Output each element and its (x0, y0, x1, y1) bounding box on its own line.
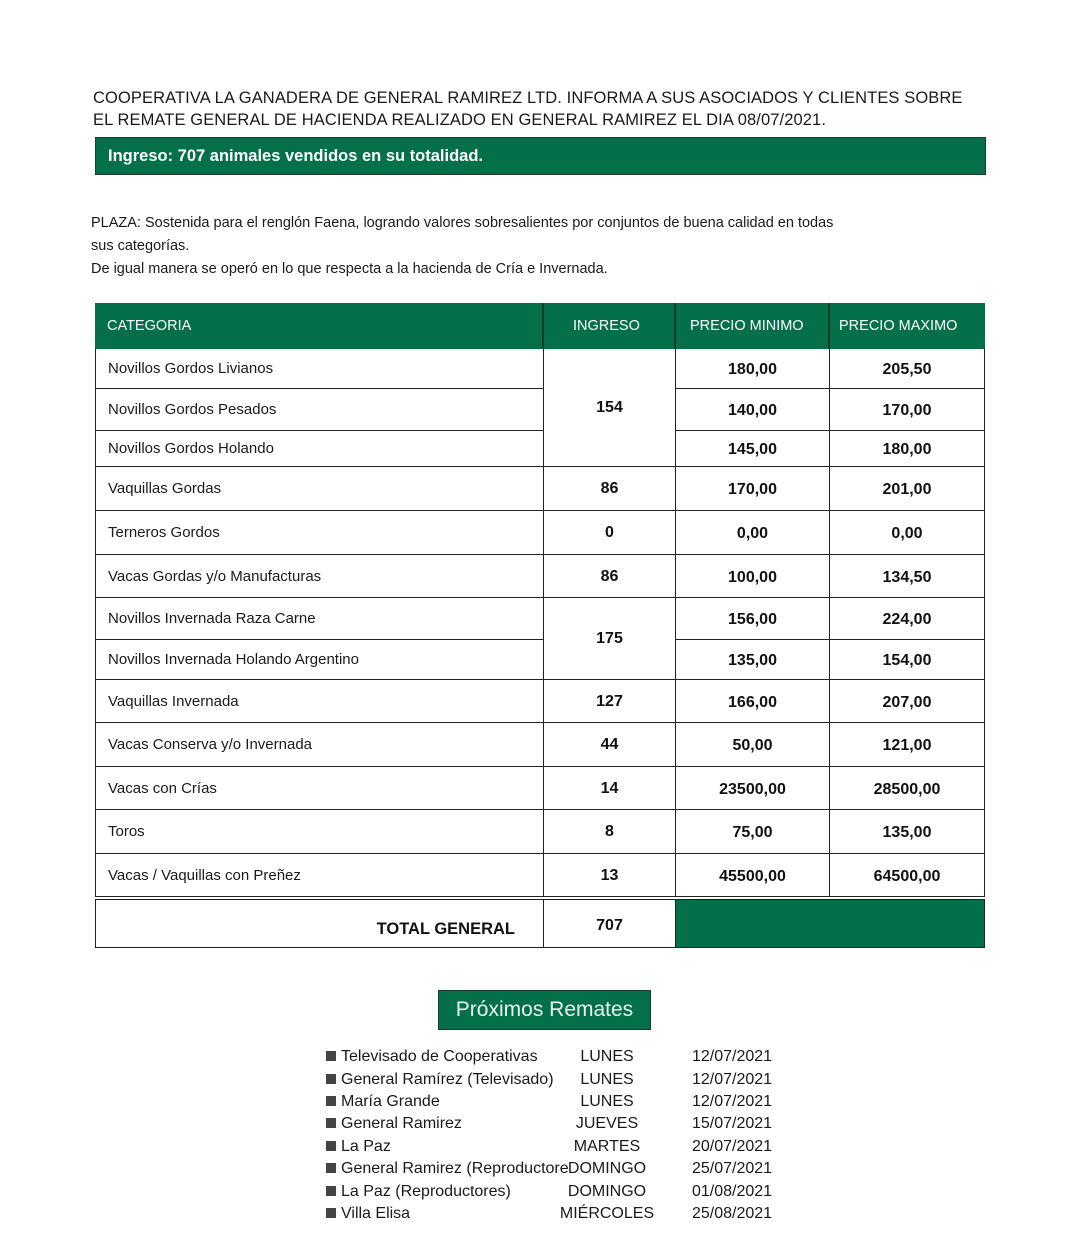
precio-maximo-value: 134,50 (882, 568, 932, 586)
precio-maximo-value: 224,00 (882, 611, 932, 628)
cell-precio-maximo (829, 431, 985, 467)
categoria-text: Novillos Gordos Pesados (108, 401, 277, 418)
table-header (95, 303, 985, 349)
cell-categoria (95, 389, 543, 431)
plaza-paragraph (91, 212, 833, 281)
intro-heading (93, 87, 962, 131)
categoria-text: Vaquillas Invernada (108, 692, 239, 710)
cell-ingreso (543, 680, 675, 723)
remate-lugar-text: General Ramírez (Televisado) (341, 1071, 554, 1088)
header-ingreso: INGRESO (573, 318, 640, 334)
categoria-text: Vacas Conserva y/o Invernada (108, 736, 313, 753)
remate-fecha: 15/07/2021 (692, 1115, 773, 1132)
plaza-line-1: PLAZA: Sostenida para el renglón Faena, logrando valores sobresalientes por conjuntos de buena calidad en todas (91, 215, 834, 231)
cell-categoria (95, 854, 543, 897)
ingreso-value: 44 (600, 736, 619, 753)
categoria-text: Novillos Invernada Raza Carne (108, 610, 316, 627)
cell-precio-maximo (829, 810, 985, 854)
cell-precio-maximo (829, 511, 985, 555)
categoria-text: Toros (108, 823, 145, 840)
remate-dia: MIÉRCOLES (559, 1205, 655, 1222)
remate-lugar-text: Televisado de Cooperativas (341, 1048, 538, 1065)
precio-minimo-value: 23500,00 (719, 780, 786, 798)
remate-lugar-text: La Paz (341, 1138, 391, 1155)
cell-categoria (95, 598, 543, 640)
precio-maximo-value: 64500,00 (873, 867, 941, 885)
categoria-text: Vacas Gordas y/o Manufacturas (108, 567, 322, 585)
remate-lugar (326, 1181, 511, 1203)
square-bullet-icon (326, 1163, 336, 1173)
remate-fecha: 01/08/2021 (692, 1183, 773, 1200)
square-bullet-icon (326, 1051, 336, 1061)
ingreso-value: 154 (596, 399, 623, 416)
square-bullet-icon (326, 1074, 336, 1084)
cell-ingreso (543, 467, 675, 511)
remate-dia: LUNES (580, 1048, 634, 1065)
categoria-text: Vacas con Crías (108, 779, 217, 797)
ingreso-value: 86 (600, 567, 619, 585)
precio-maximo-value: 135,00 (882, 824, 932, 841)
ingreso-value: 0 (605, 524, 614, 541)
remate-lugar (326, 1046, 538, 1068)
precio-maximo-value: 170,00 (882, 402, 932, 419)
header-categoria: CATEGORIA (107, 318, 192, 334)
cell-categoria (95, 723, 543, 767)
categoria-text: Vacas / Vaquillas con Preñez (108, 866, 301, 884)
precio-minimo-value: 100,00 (728, 568, 777, 586)
cell-precio-maximo (829, 767, 985, 810)
cell-precio-maximo (829, 640, 985, 680)
remate-dia: LUNES (580, 1093, 634, 1110)
cell-precio-minimo (675, 511, 829, 555)
prices-table (95, 303, 985, 949)
cell-categoria (95, 680, 543, 723)
precio-minimo-value: 156,00 (728, 611, 777, 628)
cell-ingreso (543, 810, 675, 854)
precio-maximo-value: 207,00 (882, 693, 932, 711)
cell-categoria (95, 767, 543, 810)
precio-maximo-value: 28500,00 (873, 780, 941, 798)
precio-maximo-value: 201,00 (882, 481, 932, 498)
cell-precio-maximo (829, 723, 985, 767)
cell-categoria (95, 640, 543, 680)
cell-precio-maximo (829, 680, 985, 723)
precio-minimo-value: 166,00 (728, 693, 777, 711)
cell-ingreso (543, 349, 675, 467)
remate-fecha: 12/07/2021 (692, 1093, 773, 1110)
precio-maximo-value: 180,00 (882, 441, 932, 458)
cell-precio-maximo (829, 555, 985, 598)
cell-precio-minimo (675, 349, 829, 389)
cell-categoria (95, 431, 543, 467)
remate-lugar (326, 1113, 462, 1135)
categoria-text: Novillos Invernada Holando Argentino (108, 651, 359, 668)
precio-minimo-value: 75,00 (732, 824, 773, 841)
precio-maximo-value: 205,50 (882, 361, 932, 378)
cell-ingreso (543, 854, 675, 897)
ingreso-banner (95, 137, 986, 175)
precio-minimo-value: 170,00 (728, 481, 777, 498)
ingreso-banner-text: Ingreso: 707 animales vendidos en su totalidad. (108, 147, 484, 165)
cell-categoria (95, 467, 543, 511)
cell-precio-minimo (675, 640, 829, 680)
remate-fecha: 12/07/2021 (692, 1048, 773, 1065)
total-green-fill (675, 899, 985, 948)
remate-lugar-text: Villa Elisa (341, 1205, 411, 1222)
cell-ingreso (543, 598, 675, 680)
cell-precio-minimo (675, 854, 829, 897)
categoria-text: Novillos Gordos Holando (108, 440, 274, 457)
precio-minimo-value: 145,00 (728, 441, 777, 458)
cell-ingreso (543, 723, 675, 767)
remate-lugar-text: General Ramirez (341, 1115, 462, 1132)
intro-line-2: EL REMATE GENERAL DE HACIENDA REALIZADO EN GENERAL RAMIREZ EL DIA 08/07/2021. (93, 111, 827, 129)
precio-maximo-value: 154,00 (882, 652, 932, 669)
remate-lugar-text: General Ramirez (Reproductore (341, 1160, 569, 1177)
cell-ingreso (543, 555, 675, 598)
remate-dia: MARTES (573, 1138, 641, 1155)
remate-lugar-text: María Grande (341, 1093, 440, 1110)
ingreso-value: 86 (600, 480, 619, 497)
square-bullet-icon (326, 1208, 336, 1218)
remate-lugar (326, 1069, 554, 1091)
ingreso-value: 127 (596, 692, 623, 710)
precio-maximo-value: 121,00 (882, 737, 932, 754)
cell-precio-minimo (675, 555, 829, 598)
remate-lugar (326, 1158, 569, 1180)
precio-minimo-value: 50,00 (732, 737, 773, 754)
square-bullet-icon (326, 1141, 336, 1151)
ingreso-value: 14 (600, 779, 619, 797)
remate-fecha: 25/08/2021 (692, 1205, 773, 1222)
remate-lugar (326, 1091, 440, 1113)
cell-ingreso (543, 767, 675, 810)
cell-precio-maximo (829, 467, 985, 511)
remate-dia: DOMINGO (567, 1160, 647, 1177)
precio-minimo-value: 180,00 (728, 361, 777, 378)
total-label-cell (95, 899, 543, 948)
precio-minimo-value: 140,00 (728, 402, 777, 419)
remate-lugar (326, 1136, 391, 1158)
remate-fecha: 20/07/2021 (692, 1138, 773, 1155)
cell-precio-maximo (829, 598, 985, 640)
cell-precio-minimo (675, 723, 829, 767)
remate-lugar (326, 1203, 410, 1225)
cell-categoria (95, 349, 543, 389)
proximos-remates-title: Próximos Remates (438, 990, 651, 1030)
cell-precio-minimo (675, 389, 829, 431)
plaza-line-2: sus categorías. (91, 238, 190, 254)
cell-precio-minimo (675, 598, 829, 640)
cell-categoria (95, 555, 543, 598)
remate-dia: JUEVES (575, 1115, 639, 1132)
header-precio-maximo: PRECIO MAXIMO (839, 318, 958, 334)
cell-precio-maximo (829, 854, 985, 897)
remate-fecha: 25/07/2021 (692, 1160, 773, 1177)
precio-minimo-value: 45500,00 (719, 867, 786, 885)
intro-line-1: COOPERATIVA LA GANADERA DE GENERAL RAMIREZ LTD. INFORMA A SUS ASOCIADOS Y CLIENTES SOBRE (93, 89, 963, 107)
remate-dia: DOMINGO (567, 1183, 647, 1200)
remate-dia: LUNES (580, 1071, 634, 1088)
cell-precio-maximo (829, 349, 985, 389)
ingreso-value: 8 (605, 823, 614, 840)
cell-precio-minimo (675, 431, 829, 467)
categoria-text: Terneros Gordos (108, 524, 220, 541)
total-ingreso-cell (543, 899, 675, 948)
cell-precio-minimo (675, 467, 829, 511)
remate-fecha: 12/07/2021 (692, 1071, 773, 1088)
cell-categoria (95, 810, 543, 854)
cell-ingreso (543, 511, 675, 555)
ingreso-value: 175 (596, 630, 623, 647)
square-bullet-icon (326, 1186, 336, 1196)
precio-minimo-value: 0,00 (736, 525, 769, 542)
cell-precio-maximo (829, 389, 985, 431)
plaza-line-3: De igual manera se operó en lo que respecta a la hacienda de Cría e Invernada. (91, 261, 608, 277)
header-precio-minimo: PRECIO MINIMO (690, 318, 804, 334)
cell-precio-minimo (675, 767, 829, 810)
cell-precio-minimo (675, 680, 829, 723)
square-bullet-icon (326, 1118, 336, 1128)
precio-minimo-value: 135,00 (728, 652, 777, 669)
categoria-text: Novillos Gordos Livianos (108, 360, 274, 377)
total-ingreso-value: 707 (596, 917, 623, 934)
cell-categoria (95, 511, 543, 555)
remate-lugar-text: La Paz (Reproductores) (341, 1183, 511, 1200)
cell-precio-minimo (675, 810, 829, 854)
total-label: TOTAL GENERAL (376, 920, 515, 938)
categoria-text: Vaquillas Gordas (108, 480, 222, 497)
ingreso-value: 13 (600, 866, 619, 884)
precio-maximo-value: 0,00 (891, 525, 923, 542)
square-bullet-icon (326, 1096, 336, 1106)
